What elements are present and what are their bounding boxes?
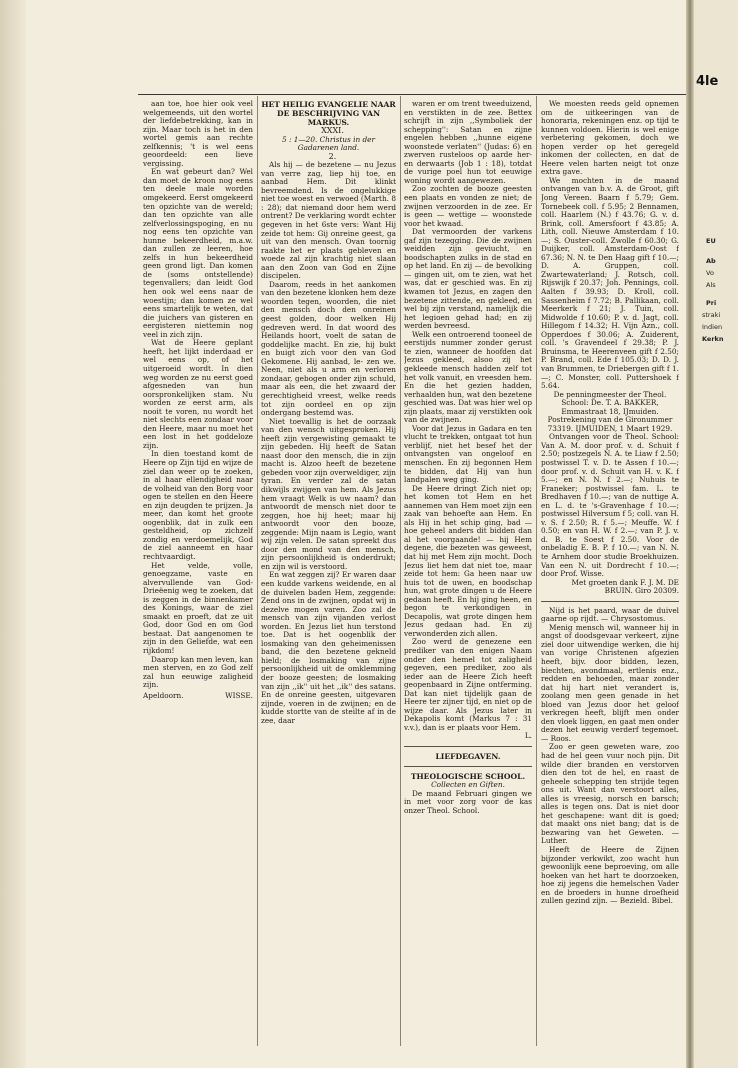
school-subtitle: Collecten en Giften. (431, 780, 505, 790)
column-divider (536, 96, 537, 1046)
paragraph: Dat vermoorden der varkens gaf zijn tezegging. Die de zwijnen weidden zijn geviucht, en boodschapten zulks in de stad en op het land. En zij — de bevolking — gingen uit, om te zien, wat het was, dat er geschied was. En zij kwamen tot Jezus, en zagen den bezetene zittende, en gekleed, en wel bij zijn verstand, namelijk die het legioen gehad had; en zij werden bevreesd. (404, 227, 532, 331)
paragraph: Het velde, volle, genoegzame, vaste en alvervullende van God-Drieëenig weg te zoeken, dat is zeggen in de binnenkamer des Konings, waar de ziel smaakt en proeft, dat ze uit God, door God en om God bestaat. Dat aangenomen te zijn in den Geliefde, wat een rijkdom! (143, 560, 253, 655)
fragment-text: Kerkn (702, 335, 724, 343)
fragment-text: Als (706, 281, 716, 289)
article-title: HET HEILIG EVANGELIE NAAR DE BESCHRIJVING VAN MARKUS. (261, 100, 396, 127)
section-title: LIEFDEGAVEN. (435, 752, 501, 762)
place-name: Apeldoorn. (143, 690, 184, 700)
paragraph: Ontvangen voor de Theol. School: Van A. M. door prof. v. d. Schuit f 2.50; postzegels N. A. te Liaw f 2.50; postwissel T. v. D. te Assen f 10.—; door prof. v. d. Schuit van H. v. K. f 5.—; en N. N. f 2.—; Nuhuis te Franeker; postwissel fam. L. te Bredhaven f 10.—; van de nuttige A. en L. d. te 's-Gravenhage f 10.—; postwissel Hilversum f 5; coll. van H. v. S. f 2.50; R. f 5.—; Meuffe. W. f 0.50; en van H. W. f 2.—; van P. J. v. d. B. te Soest f 2.50. Voor de onbeladig E. B. P. f 10.—; van N. N. te Arnhem door studie Broekhuizen. Van een N. uit Dordrecht f 10.—; door Prof. Wisse. (541, 432, 679, 579)
fragment-text: straki (702, 311, 721, 319)
column-gospel-article (261, 100, 396, 1045)
paragraph: Zoo zochten de booze geesten een plaats en vonden ze niet; de zwijnen verzoorden in de zee. Er is geen — wettige — woonstede voor het kwaad. (404, 184, 532, 228)
section-rule (404, 766, 532, 767)
adjacent-page-fragment (694, 0, 738, 1068)
quote: Nijd is het paard, waar de duivel gaarne op rijdt. — Chrysostomus. (541, 605, 679, 624)
section-number: 2. (328, 151, 337, 161)
column-gospel-continued (404, 100, 532, 1045)
author-signature: WISSE. (225, 690, 253, 700)
paragraph: En wat gebeurt dan? Wel dan moet de kroon nog eens ten deele male worden omgekeerd. Eerst omgekeerd ten opzichte van de wereld; dan ten opzichte van alle zelfverlossingspoging, en nu nog eens ten opzichte van hunne bekeerdheid, m.a.w. dan zullen ze leeren, hoe zelfs in hun bekeerdheid geen grond ligt. Dan komen de (soms ontstellende) tegenvallers; dan leidt God hen ook wel eens naar de woestijn; dan komen ze wel eens smartelijk te weten, dat die juichers van gisteren en eergisteren niettemin nog veel in zich zijn. (143, 167, 253, 339)
fragment-text: Pri (706, 299, 717, 307)
paragraph: Wat de Heere geplant heeft, het lijkt inderdaad er wel eens op, of het uitgeroeid wordt. In dien weg worden ze nu eerst goed afgesneden van hun oorspronkelijken stam. Nu worden ze eerst arm, als nooit te voren, nu wordt het niet slechts een zondaar voor den Heere, maar nu moet het een lost in het goddeloze zijn. (143, 338, 253, 450)
fragment-text: Vo (706, 269, 714, 277)
paragraph: aan toe, hoe hier ook veel welgemeends, uit den wortel der liefdebetrekking, kan in zijn. Maar toch is het in den wortel gemis aan rechte zelfkennis; 't is wel eens geoordeeld: een lieve vergissing. (143, 100, 253, 168)
paragraph: We mochten in de maand ontvangen van b.v. A. de Groot, gift Jong Vereen. Baarn f 5.79; Gem. Tornebeek coll. f 5.95; 2 Bennamen, coll. Haarlem (N.) f 43.76; G. v. d. Brink, coll. Amersfoort f 43.85; A. Lith, coll. Nieuwe Amsterdam f 10.—; S. Ouster-coll. Zwolle f 60.30; G. Duijker, coll. Amsterdam-Oost f 67.36; N. N. te Den Haag gift f 10.—; D. A. Gruppen, coll. Zwartewaterland; J. Rotsch, coll. Rijswijk f 20.37; Joh. Pennings, coll. Aalten f 39.93; D. Kroll, coll. Sassenheim f 7.72; B. Pallikaan, coll. Meerkerk f 21; J. Tuin, coll. Midwolde f 10.60; P. v. d. Jagt, coll. Hillegom f 14.32; H. Vijn Azn., coll. Opperdoes f 30.06; A. Zuiderent, coll. 's Gravendeel f 29.38; P. J. Bruinsma, te Heerenveen gift f 2.50; P. Brand, coll. Ede f 105.03; D. D. J. van Brummen, te Driebergen gift f 1.—; C. Monster, coll. Puttershoek f 5.64. (541, 175, 679, 391)
paragraph: En wat zeggen zij? Er waren daar een kudde varkens weidende, en al de duivelen baden Hem, zeggende: Zend ons in de zwijnen, opdat wij in dezelve mogen varen. Zoo zal de mensch van zijn vijanden verlost worden. En Jezus liet hun terstond toe. Dat is het oogenblik der losmaking van den geheimenissen band, die den bezetene gekneld hield; de losmaking van zijne persoonlijkheid uit de omklemming der booze geesten; de losmaking van zijn ,,ik'' uit het ,,ik'' des satans. En de onreine geesten, uitgevaren zijnde, voeren in de zwijnen; en de kudde stortte van de steilte af in de zee, daar (261, 570, 396, 725)
page-fold (686, 0, 694, 1068)
treasurer-note: De penningmeester der Theol. School: De. T. A. BAKKER, Emmastraat 18, IJmuiden. Postrekening van de Gironummer 73319. IJMUIDEN, 1 Maart 1929. (547, 389, 673, 433)
school-title: THEOLOGISCHE SCHOOL. (410, 772, 526, 782)
fragment-text: EU (706, 237, 716, 245)
quote: Zoo er geen geweten ware, zoo had de hel geen vuur noch pijn. Dit wilde dier branden en verstorven dien den tot de hel, en raast de geheele schepping ten strijde tegen ons uit. Want dan verstoort alles, alles is vreesig, norsch en barsch; alles is tegen ons. Dat is niet door het geschapene: want dit is goed; dat maakt ons niet bang; dat is de bezwaring van het Geweten. — Luther. (541, 742, 679, 846)
column-sermon-ending (143, 100, 253, 1040)
quote: Menig mensch wil, wanneer hij in angst of doodsgevaar verkeert, zijne ziel door uitwendige werken, die hij van vorige Christenen afgezien heeft, bijv. door bidden, lezen, biechten, avondmaal, ertlenis enz., redden en behoeden, maar zonder dat hij hart niet verandert is, zoolang men geen genade in het bloed van Jezus door het geloof verkregen heeft, blijft men onder den vloek liggen, en gaat men onder dezen het eeuwig verderf tegemoet. — Roos. (541, 622, 679, 743)
paragraph: waren er om trent tweeduizend, en verstikten in de zee. Bettex schrijft in zijn ,,Symboliek der schepping'': Satan en zijne engelen hebben ,,hunne eigene woonstede verlaten'' (Judas: 6) en zwerven rusteloos op aarde her- en derwaarts (Job 1 : 18), totdat de vurige poel hun tot eeuwige woning wordt aangewezen. (404, 100, 532, 185)
fragment-text: Ab (706, 257, 716, 265)
paragraph: Welk een ontroerend tooneel de eerstijds nummer zonder gerust te zien, wanneer de hoofden dat Jezus gekleed, alsoo zij het gekleede mensch hadden zelf tot het volk vanuit, en vreesden hem. En die het gezien hadden, verhaalden hun, wat den bezetene geschied was. Dat was hier wel op zijn plaats, maar zij verstikten ook van de zwijnen. (404, 329, 532, 425)
column-donations (541, 100, 679, 1045)
paragraph: Daarop kan men leven, kan men sterven, en zo God zelf zal hun eeuwige zaligheid zijn. (143, 654, 253, 690)
paragraph: Zoo werd de genezene een prediker van den enigen Naam onder den hemel tot zaligheid gegeven, een prediker, zoo als ieder aan de Heere Zich heeft geopenbaard in Zijne ontferming. Dat kan niet tijdelijk gaan de Heere ter zijner tijd, en niet op de wijze daar. Als Jezus later in Dekapolis komt (Markus 7 : 31 v.v.), dan is er plaats voor Hem. (404, 637, 532, 732)
column-divider (400, 96, 401, 1046)
paragraph: In dien toestand komt de Heere op Zijn tijd en wijze de ziel dan weer op te zoeken, in al haar ellendigheid naar de volheid van den Borg voor ogen te stellen en den Heere en zijn deugden te prijzen. Ja meer, dan komt het groote oogenblik, dat in zulk een gesteldheid, op zichzelf zondig en verdoemelijk, God de ziel aanneemt en haar rechtvaardigt. (143, 449, 253, 561)
article-number: XXXI. (321, 126, 344, 135)
scripture-reference: 5 : 1—20. Christus in der Gadarenen land. (282, 134, 375, 153)
paragraph: Daarom, reeds in het aankomen van den bezetene klonken hem deze woorden tegen, woorden, die niet den mensch doch den onreinen geest golden, door welken Hij gedreven werd. In dat woord des Heilands hoort, voelt de satan de goddelijke macht. En zie, hij bukt en buigt zich voor den van God Gekomene. Hij aanbad, le- zen we. Neen, niet als u arm en verloren zondaar, gebogen onder zijn schuld, maar als een, die het zwaard der gerechtigheid vreest, welke reeds tot zijn oordeel en op zijn ondergang bestemd was. (261, 279, 396, 418)
fragment-text: Indien (702, 323, 723, 331)
paragraph: Voor dat Jezus in Gadara en ten vlucht te trekken, ontgaat tot hun verblijf, niet het besef het der ontvangsten van ongeloof en menschen. En zij begonnen Hem te bidden, dat Hij van hun landpalen weg ging. (404, 423, 532, 485)
paragraph: We moesten reeds geld opnemen om de uitkeeringen van de honoraria, rekeningen enz. op tijd te kunnen voldoen. Hierin is wel enige verbetering gekomen, doch we hopen verder op het geregeld inkomen der collecten, en dat de Heere velen harten neigt tot onze extra gave. (541, 100, 679, 177)
adjacent-page-header: 4le (696, 74, 719, 89)
header-rule (138, 94, 686, 95)
paragraph: De maand Februari gingen we in met voor zorg voor de kas onzer Theol. School. (404, 788, 532, 815)
paragraph: Als hij — de bezetene — nu Jezus van verre zag, liep hij toe, en aanbad Hem. Dit klinkt bevreemdend. Is de ongelukkige niet toe woest en verwoed (Marth. 8 : 28); dat niemand door hem werd ontrent? De verklaring wordt echter gegeven in het 6ste vers: Want Hij zeide tot hem: Gij onreine geest, ga uit van den mensch. Ovan toornig raakte het er plaats gebleven en woede zal zijn krachtig niet slaan aan den Zoon van God en Zijne discipelen. (261, 160, 396, 281)
signature-line (143, 692, 253, 701)
author-initial: L. (524, 731, 532, 741)
section-rule (404, 746, 532, 747)
quote: Heeft de Heere de Zijnen bijzonder verkwikt, zoo wacht hun gewoonlijk eene beproeving, om alle hoeken van het hart te doorzoeken, hoe zij jegens die hemelschen Vader en de broeders in hunne droefheid zullen gezind zijn. — Bezield. Bibel. (541, 845, 679, 906)
paragraph: De Heere dringt Zich niet op; het komen tot Hem en het aannemen van Hem moet zijn een zaak van behoefte aan Hem. En als Hij in het schip ging, bad — hoe geheel anders dit bidden dan al het voorgaande! — hij Hem degene, die bezeten was geweest, dat hij met Hem zijn mocht. Doch Jezus liet hem dat niet toe, maar zeide tot hem: Ga heen naar uw huis tot de uwen, en boodschap hun, wat grote dingen u de Heere gedaan heeft. En hij ging heen, en begon te verkondigen in Decapolis, wat grote dingen hem Jezus gedaan had. En zij verwonderden zich allen. (404, 483, 532, 638)
column-divider (257, 96, 258, 1046)
paragraph: Niet toevallig is het de oorzaak van den wensch uitgesproken. Hij heeft zijn vergewisting gemaakt te zijn gebeden. Hij heeft de Satan naast door den mensch, die in zijn macht is. Alzoo heeft de bezetene gebeden voor zijn overweldiger, zijn tyran. En verder zal de satan dikwijls zwijgen van hem. Als Jezus hem vraagt Welk is uw naam? dan antwoordt de mensch niet door te zeggen, hoe hij heet; maar hij antwoordt voor den booze, zeggende: Mijn naam is Legio, want wij zijn velen. De satan spreekt dus door den mond van den mensch, zijn persoonlijkheid is onderdrukt; en zijn wil is verstoord. (261, 416, 396, 571)
section-rule (541, 601, 679, 602)
thanks-signature: Met groeten dank F. J. M. DE BRUIN. Giro 20309. (571, 577, 679, 596)
page-binding-shadow (0, 0, 26, 1068)
